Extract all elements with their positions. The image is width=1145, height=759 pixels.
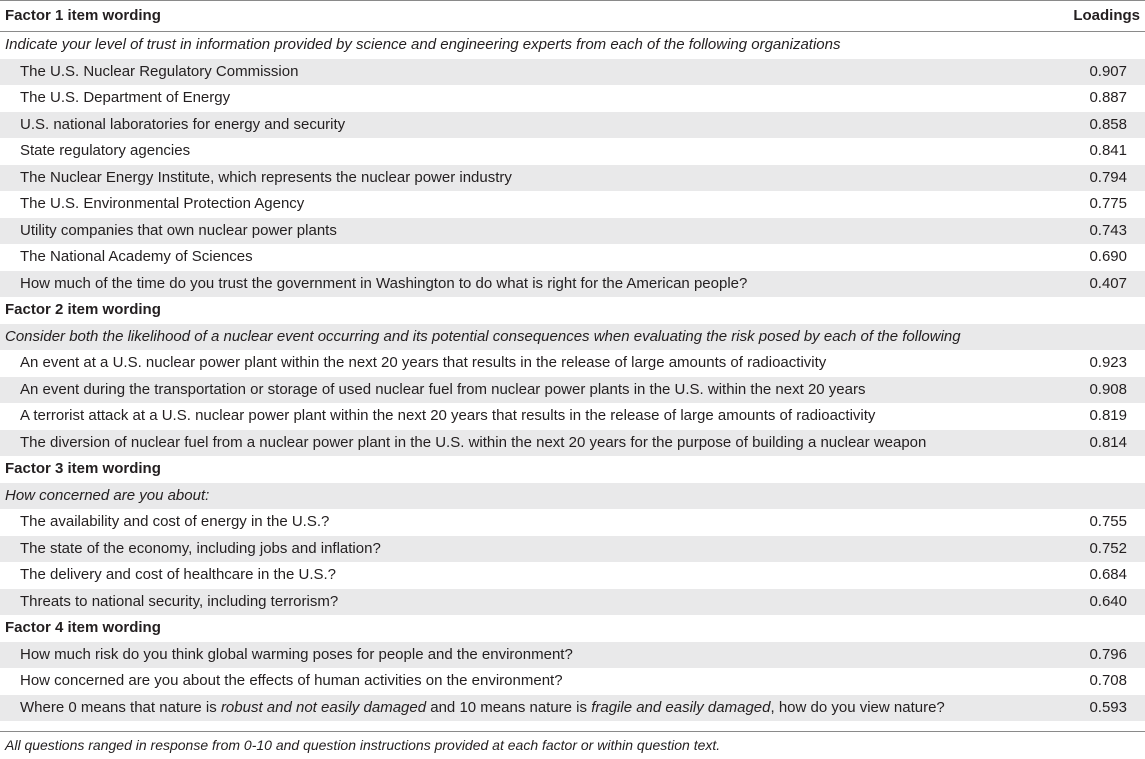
item-text: U.S. national laboratories for energy and security: [20, 115, 346, 133]
factor3-heading: Factor 3 item wording: [5, 460, 161, 477]
item-text: Threats to national security, including terrorism?: [20, 592, 339, 610]
item-loading: 0.684: [1089, 566, 1127, 583]
item-text: The National Academy of Sciences: [20, 248, 253, 265]
item-loading: 0.794: [1089, 168, 1127, 186]
item-loading: 0.907: [1089, 62, 1127, 80]
item-text-emphasis: robust and not easily damaged: [220, 698, 427, 716]
item-loading: 0.407: [1089, 274, 1127, 292]
item-text-part: , how do you view nature?: [770, 698, 945, 716]
item-loading: 0.841: [1089, 142, 1127, 159]
factor2-heading-row: [0, 297, 1145, 324]
factor2-instruction-row: [0, 324, 1145, 351]
table-row: [0, 271, 1145, 298]
item-loading: 0.887: [1089, 89, 1127, 106]
item-text: [20, 695, 945, 722]
item-text-part: and 10 means nature is: [426, 698, 592, 716]
item-text: State regulatory agencies: [20, 142, 191, 159]
item-text: The U.S. Nuclear Regulatory Commission: [20, 62, 299, 80]
item-text-part: Where 0 means that nature is: [20, 698, 221, 716]
header-item-wording: Factor 1 item wording: [5, 7, 161, 24]
item-text: Utility companies that own nuclear power plants: [20, 221, 337, 239]
item-text: How much risk do you think global warming poses for people and the environment?: [20, 645, 573, 663]
table-row: [0, 350, 1145, 377]
table-row: [0, 85, 1145, 112]
item-loading: 0.814: [1089, 433, 1127, 451]
factor4-heading: Factor 4 item wording: [5, 619, 161, 636]
factor3-instruction-row: [0, 483, 1145, 510]
table-row: [0, 138, 1145, 165]
table-row: [0, 562, 1145, 589]
table-row: [0, 403, 1145, 430]
item-loading: 0.796: [1089, 645, 1127, 663]
table-row: [0, 589, 1145, 616]
item-text-emphasis: fragile and easily damaged: [591, 698, 771, 716]
item-loading: 0.858: [1089, 115, 1127, 133]
table-header-row: [0, 0, 1145, 32]
table-row: [0, 695, 1145, 722]
header-loadings: Loadings: [1073, 7, 1140, 24]
item-text: The state of the economy, including jobs and inflation?: [20, 539, 381, 557]
factor2-instruction: Consider both the likelihood of a nuclear event occurring and its potential consequences when evaluating the risk posed by each of the following: [5, 327, 961, 345]
item-loading: 0.923: [1089, 354, 1127, 371]
table-row: [0, 536, 1145, 563]
item-text: A terrorist attack at a U.S. nuclear power plant within the next 20 years that results in the release of large amounts of radioactivity: [20, 407, 876, 424]
table-row: [0, 244, 1145, 271]
table-row: [0, 509, 1145, 536]
item-text: The U.S. Department of Energy: [20, 89, 231, 106]
item-loading: 0.775: [1089, 195, 1127, 212]
item-loading: 0.908: [1089, 380, 1127, 398]
item-loading: 0.752: [1089, 539, 1127, 557]
item-loading: 0.755: [1089, 513, 1127, 530]
item-loading: 0.593: [1089, 698, 1127, 716]
item-loading: 0.640: [1089, 592, 1127, 610]
item-loading: 0.690: [1089, 248, 1127, 265]
item-loading: 0.819: [1089, 407, 1127, 424]
factor2-heading: Factor 2 item wording: [5, 301, 161, 318]
item-text: How much of the time do you trust the government in Washington to do what is right for the American people?: [20, 274, 748, 292]
factor4-heading-row: [0, 615, 1145, 642]
table-row: [0, 430, 1145, 457]
table-row: [0, 191, 1145, 218]
table-row: [0, 59, 1145, 86]
factor3-heading-row: [0, 456, 1145, 483]
item-text: The availability and cost of energy in the U.S.?: [20, 513, 330, 530]
factor1-instruction-row: [0, 32, 1145, 59]
table-row: [0, 642, 1145, 669]
item-text: The diversion of nuclear fuel from a nuclear power plant in the U.S. within the next 20 years for the purpose of building a nuclear weapon: [20, 433, 927, 451]
factor1-instruction: Indicate your level of trust in information provided by science and engineering experts from each of the following organizations: [5, 36, 841, 53]
item-text: An event during the transportation or storage of used nuclear fuel from nuclear power plants in the U.S. within the next 20 years: [20, 380, 866, 398]
table-footnote: All questions ranged in response from 0-10 and question instructions provided at each factor or within question text.: [5, 737, 721, 753]
table-bottom-rule: [0, 731, 1145, 732]
table-row: [0, 377, 1145, 404]
table-row: [0, 165, 1145, 192]
table-row: [0, 218, 1145, 245]
item-text: The Nuclear Energy Institute, which represents the nuclear power industry: [20, 168, 512, 186]
table-row: [0, 112, 1145, 139]
item-text: An event at a U.S. nuclear power plant within the next 20 years that results in the release of large amounts of radioactivity: [20, 354, 827, 371]
item-loading: 0.743: [1089, 221, 1127, 239]
item-text: How concerned are you about the effects of human activities on the environment?: [20, 672, 563, 689]
item-text: The delivery and cost of healthcare in the U.S.?: [20, 566, 337, 583]
item-text: The U.S. Environmental Protection Agency: [20, 195, 305, 212]
factor3-instruction: How concerned are you about:: [5, 486, 210, 504]
table-row: [0, 668, 1145, 695]
item-loading: 0.708: [1089, 672, 1127, 689]
